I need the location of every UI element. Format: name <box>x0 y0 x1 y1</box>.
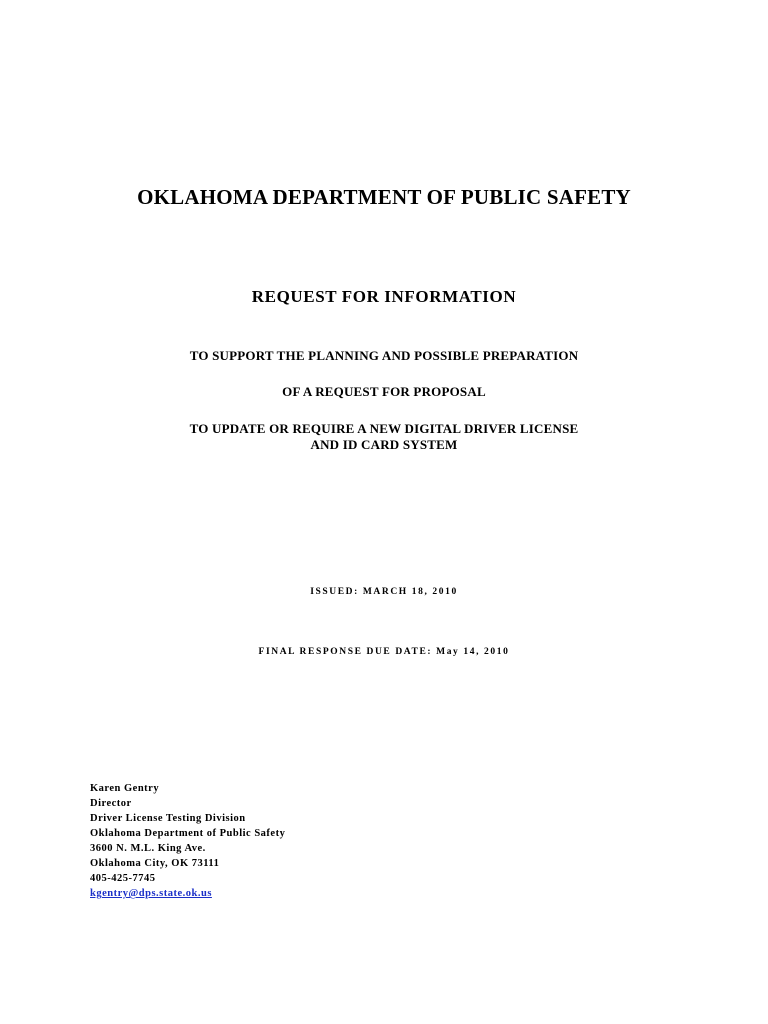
contact-city-state-zip: Oklahoma City, OK 73111 <box>90 858 220 869</box>
contact-title: Director <box>90 798 132 809</box>
contact-phone: 405-425-7745 <box>90 873 156 884</box>
contact-street: 3600 N. M.L. King Ave. <box>90 843 206 854</box>
contact-organization: Oklahoma Department of Public Safety <box>90 828 286 839</box>
agency-title: OKLAHOMA DEPARTMENT OF PUBLIC SAFETY <box>137 185 631 209</box>
contact-division: Driver License Testing Division <box>90 813 246 824</box>
purpose-line-2: OF A REQUEST FOR PROPOSAL <box>282 384 486 399</box>
rfi-title: REQUEST FOR INFORMATION <box>251 287 517 306</box>
purpose-line-4: AND ID CARD SYSTEM <box>310 437 458 452</box>
purpose-line-3: TO UPDATE OR REQUIRE A NEW DIGITAL DRIVER LICENSE <box>189 421 579 436</box>
purpose-line-1: TO SUPPORT THE PLANNING AND POSSIBLE PREPARATION <box>189 348 579 363</box>
issued-date: ISSUED: MARCH 18, 2010 <box>310 587 458 597</box>
contact-name: Karen Gentry <box>90 783 160 794</box>
final-response-due-date: FINAL RESPONSE DUE DATE: May 14, 2010 <box>258 647 510 657</box>
contact-email-link[interactable]: kgentry@dps.state.ok.us <box>90 888 212 899</box>
contact-block <box>90 781 285 901</box>
